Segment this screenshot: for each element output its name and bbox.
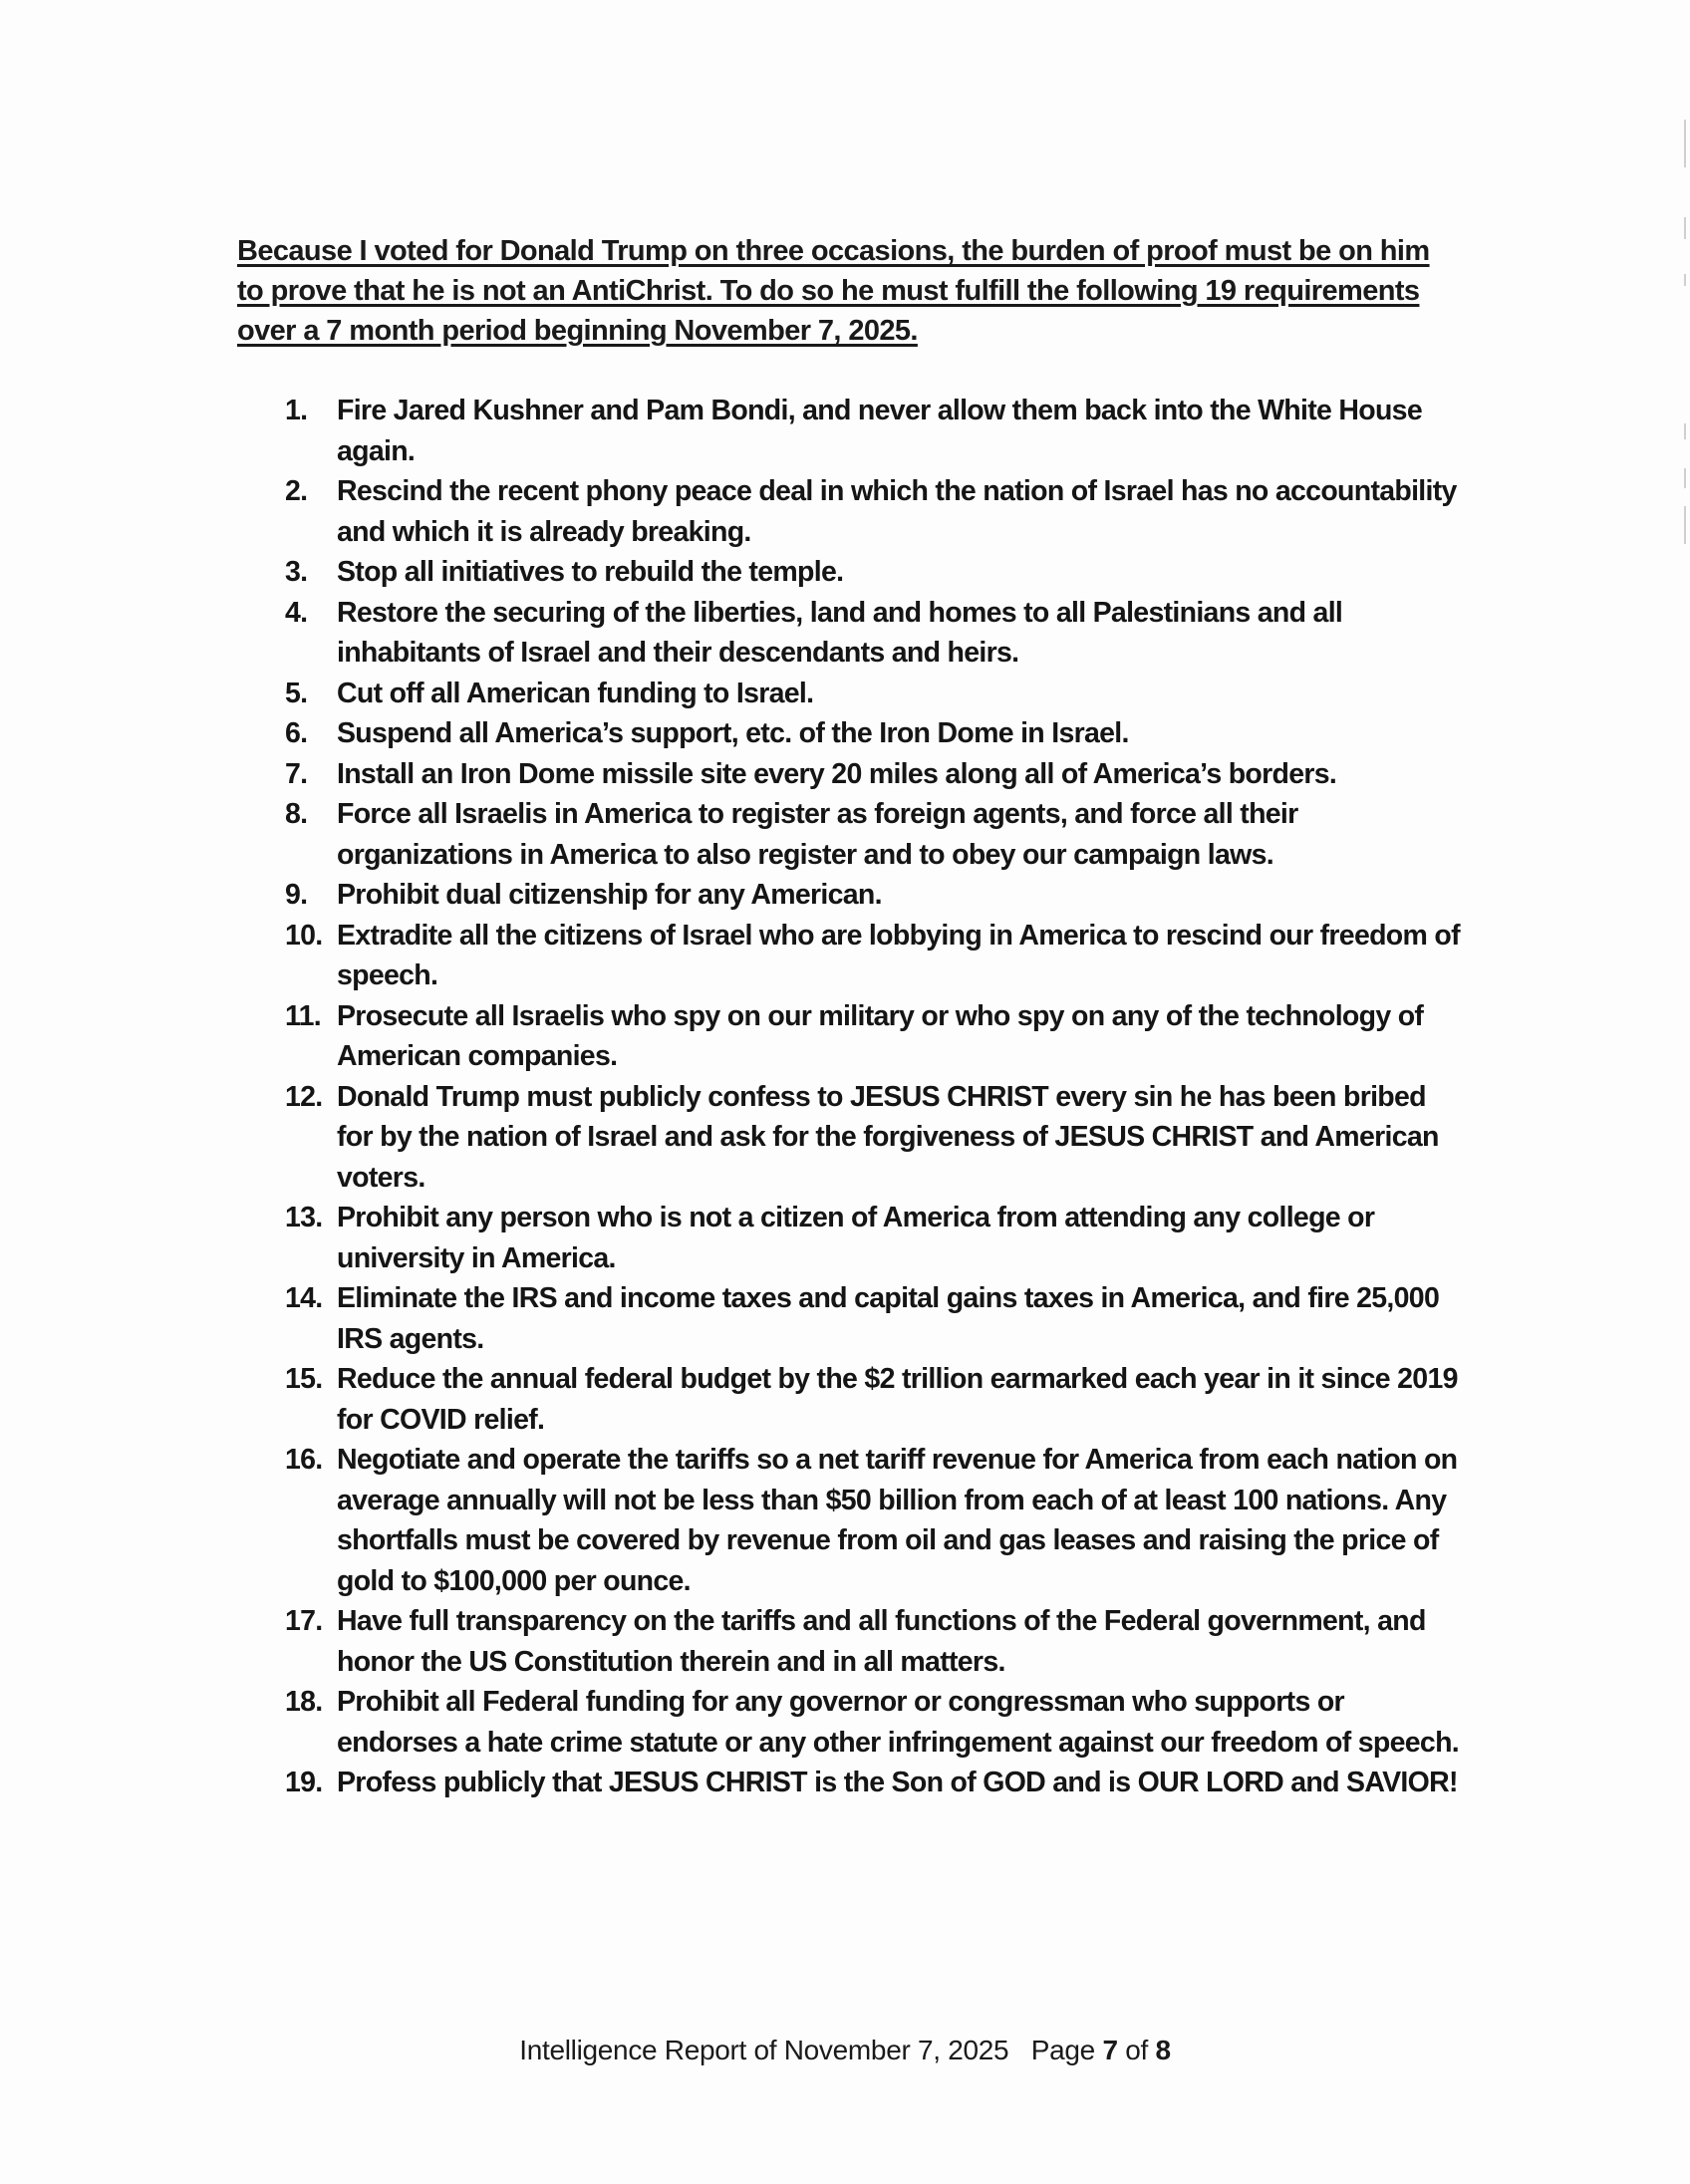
requirement-number: 9. [285, 879, 308, 911]
requirement-number: 13. [285, 1202, 323, 1233]
requirement-item [279, 471, 1465, 552]
scan-artifact [1684, 145, 1686, 167]
requirement-item [279, 1440, 1465, 1601]
requirement-number: 14. [285, 1282, 323, 1314]
requirement-item [279, 1198, 1465, 1278]
requirement-text: Donald Trump must publicly confess to JESUS CHRIST every sin he has been bribed for by the nation of Israel and ask for the forgiveness of JESUS CHRIST and American voters. [337, 1080, 1439, 1194]
requirement-number: 8. [285, 798, 308, 830]
requirement-text: Reduce the annual federal budget by the $2 trillion earmarked each year in it since 2019 for COVID relief. [337, 1363, 1458, 1436]
requirement-item [279, 1601, 1465, 1682]
requirement-item [279, 754, 1465, 795]
requirement-item [279, 391, 1465, 471]
scan-artifact [1684, 217, 1686, 239]
requirement-item [279, 1763, 1465, 1803]
requirement-number: 1. [285, 395, 308, 426]
page-label: Page [1030, 2035, 1095, 2065]
requirement-text: Extradite all the citizens of Israel who are lobbying in America to rescind our freedom of speech. [337, 919, 1460, 991]
requirement-text: Profess publicly that JESUS CHRIST is the Son of GOD and is OUR LORD and SAVIOR! [337, 1767, 1458, 1798]
requirement-number: 10. [285, 919, 323, 952]
requirement-number: 3. [285, 556, 308, 588]
requirement-number: 4. [285, 596, 308, 629]
requirement-text: Have full transparency on the tariffs and all functions of the Federal government, and honor the US Constitution therein and in all matters. [337, 1605, 1426, 1678]
requirement-item [279, 552, 1465, 593]
scan-artifact [1684, 468, 1686, 488]
requirement-item [279, 1682, 1465, 1763]
requirement-item [279, 875, 1465, 916]
scan-artifact [1684, 506, 1686, 544]
requirement-text: Install an Iron Dome missile site every 20 miles along all of America’s borders. [337, 757, 1337, 790]
requirement-item [279, 996, 1465, 1077]
requirement-text: Prohibit dual citizenship for any American. [337, 879, 882, 911]
requirement-number: 5. [285, 677, 308, 709]
requirement-text: Rescind the recent phony peace deal in which the nation of Israel has no accountability and which it is already breaking. [337, 475, 1457, 548]
requirement-number: 12. [285, 1080, 323, 1113]
report-title: Intelligence Report of November 7, 2025 [519, 2035, 1009, 2065]
requirement-text: Stop all initiatives to rebuild the temple. [337, 556, 844, 588]
requirement-number: 2. [285, 475, 308, 507]
requirement-number: 11. [285, 999, 321, 1032]
requirement-item [279, 1278, 1465, 1359]
requirement-number: 15. [285, 1363, 323, 1395]
requirement-number: 18. [285, 1686, 323, 1718]
requirement-text: Suspend all America’s support, etc. of the Iron Dome in Israel. [337, 717, 1129, 749]
requirement-item [279, 794, 1465, 875]
page-current: 7 [1102, 2035, 1118, 2065]
requirement-item [279, 713, 1465, 754]
requirement-number: 16. [285, 1444, 323, 1476]
requirement-number: 17. [285, 1605, 323, 1637]
requirement-text: Negotiate and operate the tariffs so a net tariff revenue for America from each nation on average annually will not be less than $50 billion from each of at least 100 nations. Any shortfalls must be covered by revenue from oil and gas leases and raising the price of gold to $100,000 per ounce. [337, 1444, 1458, 1597]
intro-paragraph: Because I voted for Donald Trump on three occasions, the burden of proof must be on him to prove that he is not an AntiChrist. To do so he must fulfill the following 19 requirements over a 7 month period beginning November 7, 2025. [237, 235, 1430, 347]
requirement-text: Prohibit all Federal funding for any governor or congressman who supports or endorses a hate crime statute or any other infringement against our freedom of speech. [337, 1686, 1460, 1759]
scan-artifact [1684, 274, 1686, 286]
requirement-text: Prosecute all Israelis who spy on our military or who spy on any of the technology of American companies. [337, 999, 1424, 1072]
requirement-text: Force all Israelis in America to register as foreign agents, and force all their organizations in America to also register and to obey our campaign laws. [337, 798, 1298, 871]
requirement-text: Eliminate the IRS and income taxes and capital gains taxes in America, and fire 25,000 IRS agents. [337, 1282, 1440, 1355]
requirement-item [279, 1359, 1465, 1440]
scan-artifact [1684, 120, 1686, 145]
requirements-list [279, 391, 1465, 1803]
requirement-text: Restore the securing of the liberties, land and homes to all Palestinians and all inhabitants of Israel and their descendants and heirs. [337, 596, 1343, 669]
requirement-number: 19. [285, 1767, 323, 1798]
requirement-text: Fire Jared Kushner and Pam Bondi, and never allow them back into the White House again. [337, 395, 1422, 467]
requirement-item [279, 674, 1465, 714]
requirement-text: Prohibit any person who is not a citizen of America from attending any college or university in America. [337, 1202, 1375, 1274]
requirement-number: 7. [285, 757, 308, 790]
scan-artifact [1684, 423, 1686, 439]
requirement-number: 6. [285, 717, 308, 749]
page-footer [0, 2033, 1690, 2068]
requirement-item [279, 916, 1465, 996]
requirement-item [279, 593, 1465, 674]
page-total: 8 [1155, 2035, 1171, 2065]
requirement-item [279, 1077, 1465, 1199]
requirement-text: Cut off all American funding to Israel. [337, 677, 814, 709]
page-of: of [1125, 2035, 1148, 2065]
